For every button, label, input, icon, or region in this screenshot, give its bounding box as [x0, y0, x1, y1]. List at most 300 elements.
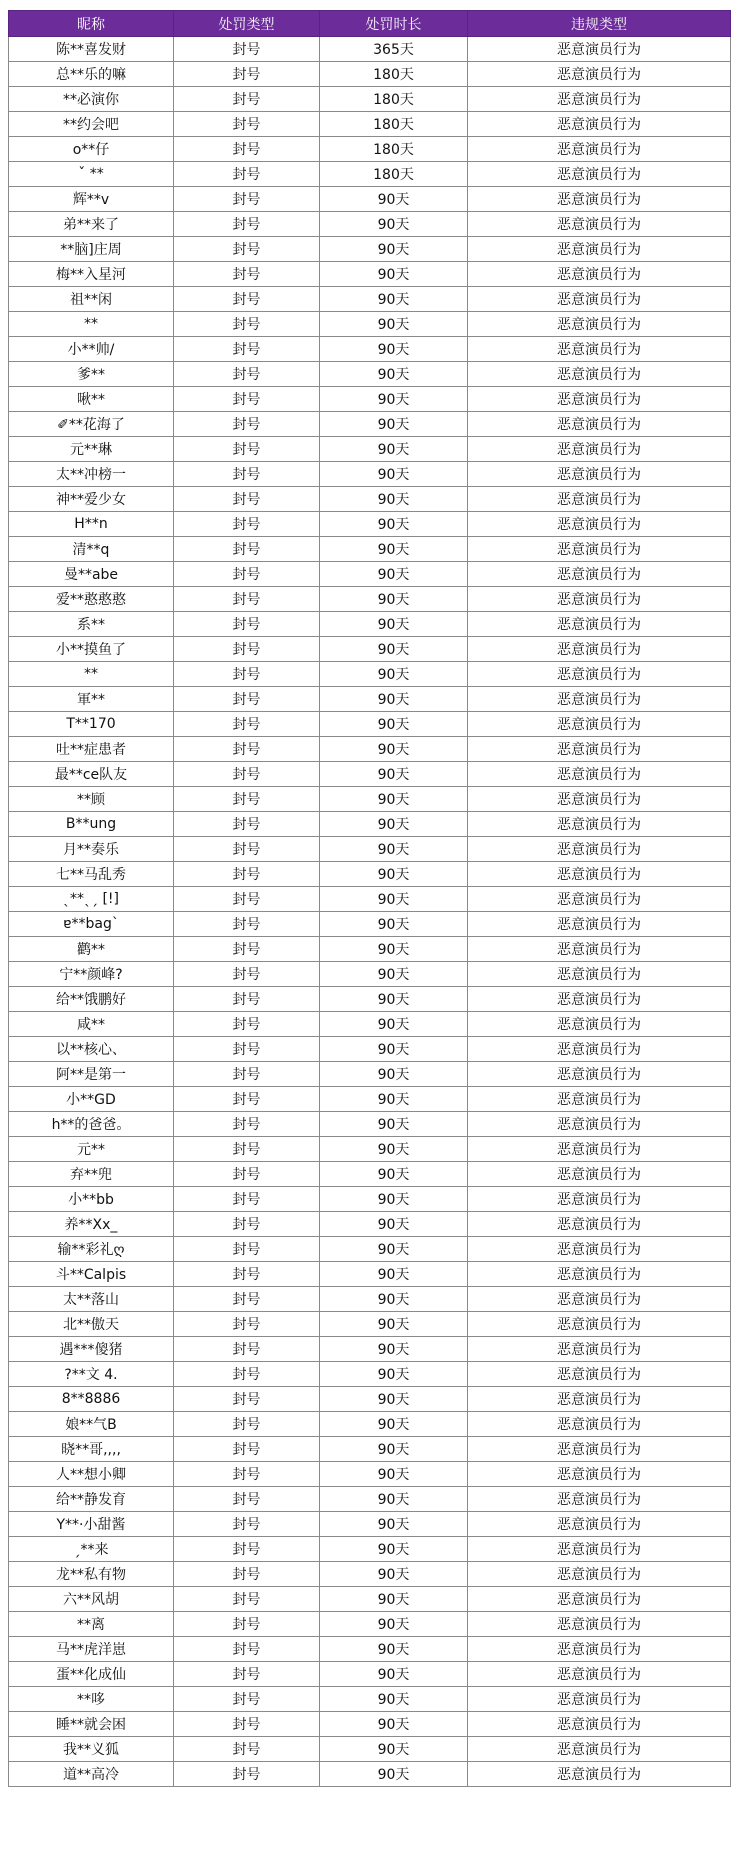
cell-nickname: 七**马乱秀 [9, 862, 174, 887]
cell-penalty-duration: 90天 [320, 1737, 468, 1762]
cell-nickname: 总**乐的嘛 [9, 62, 174, 87]
cell-penalty-duration: 90天 [320, 1437, 468, 1462]
cell-penalty-duration: 90天 [320, 1537, 468, 1562]
cell-nickname: 蛋**化成仙 [9, 1662, 174, 1687]
cell-nickname: **哆 [9, 1687, 174, 1712]
cell-penalty-duration: 90天 [320, 1287, 468, 1312]
cell-violation-type: 恶意演员行为 [468, 1762, 731, 1787]
cell-violation-type: 恶意演员行为 [468, 187, 731, 212]
cell-nickname: 睡**就会困 [9, 1712, 174, 1737]
cell-penalty-type: 封号 [174, 1387, 320, 1412]
cell-nickname: ˇ ** [9, 162, 174, 187]
cell-violation-type: 恶意演员行为 [468, 587, 731, 612]
table-row [9, 412, 731, 437]
cell-violation-type: 恶意演员行为 [468, 1712, 731, 1737]
cell-penalty-duration: 90天 [320, 212, 468, 237]
cell-penalty-type: 封号 [174, 1512, 320, 1537]
cell-penalty-duration: 90天 [320, 1362, 468, 1387]
cell-penalty-duration: 90天 [320, 937, 468, 962]
table-row [9, 1462, 731, 1487]
cell-penalty-duration: 90天 [320, 362, 468, 387]
cell-violation-type: 恶意演员行为 [468, 112, 731, 137]
cell-violation-type: 恶意演员行为 [468, 462, 731, 487]
table-row [9, 287, 731, 312]
cell-violation-type: 恶意演员行为 [468, 887, 731, 912]
cell-penalty-type: 封号 [174, 1112, 320, 1137]
cell-violation-type: 恶意演员行为 [468, 987, 731, 1012]
cell-violation-type: 恶意演员行为 [468, 962, 731, 987]
cell-penalty-duration: 90天 [320, 1512, 468, 1537]
cell-penalty-type: 封号 [174, 162, 320, 187]
cell-violation-type: 恶意演员行为 [468, 1287, 731, 1312]
cell-violation-type: 恶意演员行为 [468, 437, 731, 462]
cell-violation-type: 恶意演员行为 [468, 1437, 731, 1462]
table-row [9, 1237, 731, 1262]
table-row [9, 187, 731, 212]
cell-penalty-type: 封号 [174, 62, 320, 87]
cell-penalty-duration: 180天 [320, 162, 468, 187]
cell-penalty-type: 封号 [174, 1662, 320, 1687]
table-row [9, 1537, 731, 1562]
cell-violation-type: 恶意演员行为 [468, 87, 731, 112]
cell-penalty-duration: 90天 [320, 737, 468, 762]
table-row [9, 162, 731, 187]
header-penalty-type: 处罚类型 [174, 11, 320, 37]
cell-nickname: T**170 [9, 712, 174, 737]
cell-violation-type: 恶意演员行为 [468, 1462, 731, 1487]
table-row [9, 387, 731, 412]
cell-nickname: 以**核心、 [9, 1037, 174, 1062]
cell-nickname: ˎ**ˎˏ [!] [9, 887, 174, 912]
cell-nickname: **脑]庄周 [9, 237, 174, 262]
table-row [9, 1362, 731, 1387]
table-row [9, 37, 731, 62]
cell-penalty-type: 封号 [174, 1312, 320, 1337]
table-header [9, 11, 731, 37]
cell-violation-type: 恶意演员行为 [468, 862, 731, 887]
cell-penalty-duration: 180天 [320, 137, 468, 162]
cell-penalty-type: 封号 [174, 687, 320, 712]
cell-penalty-duration: 90天 [320, 187, 468, 212]
cell-nickname: **约会吧 [9, 112, 174, 137]
table-row [9, 1687, 731, 1712]
cell-nickname: ** [9, 662, 174, 687]
cell-nickname: 梅**入星河 [9, 262, 174, 287]
cell-penalty-duration: 90天 [320, 1487, 468, 1512]
cell-violation-type: 恶意演员行为 [468, 487, 731, 512]
table-row [9, 1562, 731, 1587]
cell-penalty-duration: 90天 [320, 1612, 468, 1637]
table-row [9, 1487, 731, 1512]
cell-penalty-duration: 365天 [320, 37, 468, 62]
cell-penalty-type: 封号 [174, 837, 320, 862]
cell-violation-type: 恶意演员行为 [468, 1387, 731, 1412]
cell-penalty-duration: 90天 [320, 1687, 468, 1712]
cell-penalty-duration: 90天 [320, 1087, 468, 1112]
cell-penalty-type: 封号 [174, 112, 320, 137]
cell-violation-type: 恶意演员行为 [468, 1737, 731, 1762]
table-row [9, 1712, 731, 1737]
cell-penalty-duration: 90天 [320, 487, 468, 512]
cell-penalty-duration: 90天 [320, 312, 468, 337]
table-row [9, 1662, 731, 1687]
table-row [9, 812, 731, 837]
cell-violation-type: 恶意演员行为 [468, 562, 731, 587]
table-row [9, 1287, 731, 1312]
cell-violation-type: 恶意演员行为 [468, 237, 731, 262]
table-row [9, 637, 731, 662]
cell-penalty-duration: 90天 [320, 512, 468, 537]
cell-nickname: 啾** [9, 387, 174, 412]
cell-penalty-type: 封号 [174, 212, 320, 237]
cell-nickname: 给**饿鹏好 [9, 987, 174, 1012]
cell-penalty-type: 封号 [174, 737, 320, 762]
cell-nickname: **顾 [9, 787, 174, 812]
cell-nickname: 月**奏乐 [9, 837, 174, 862]
cell-penalty-duration: 90天 [320, 237, 468, 262]
cell-violation-type: 恶意演员行为 [468, 1537, 731, 1562]
cell-nickname: 道**高冷 [9, 1762, 174, 1787]
table-row [9, 537, 731, 562]
cell-penalty-type: 封号 [174, 1337, 320, 1362]
cell-penalty-duration: 90天 [320, 562, 468, 587]
cell-penalty-type: 封号 [174, 1237, 320, 1262]
cell-violation-type: 恶意演员行为 [468, 337, 731, 362]
cell-violation-type: 恶意演员行为 [468, 1187, 731, 1212]
table-row [9, 1587, 731, 1612]
cell-penalty-type: 封号 [174, 1037, 320, 1062]
cell-violation-type: 恶意演员行为 [468, 1137, 731, 1162]
cell-violation-type: 恶意演员行为 [468, 737, 731, 762]
table-row [9, 787, 731, 812]
table-row [9, 212, 731, 237]
cell-penalty-type: 封号 [174, 1562, 320, 1587]
cell-penalty-duration: 90天 [320, 837, 468, 862]
table-row [9, 1437, 731, 1462]
table-row [9, 1187, 731, 1212]
cell-penalty-duration: 180天 [320, 62, 468, 87]
cell-nickname: 遇***傻猪 [9, 1337, 174, 1362]
cell-nickname: **离 [9, 1612, 174, 1637]
cell-penalty-type: 封号 [174, 587, 320, 612]
cell-penalty-type: 封号 [174, 187, 320, 212]
cell-penalty-type: 封号 [174, 137, 320, 162]
table-row [9, 1137, 731, 1162]
cell-violation-type: 恶意演员行为 [468, 1262, 731, 1287]
cell-penalty-type: 封号 [174, 412, 320, 437]
cell-penalty-type: 封号 [174, 1712, 320, 1737]
table-row [9, 312, 731, 337]
cell-violation-type: 恶意演员行为 [468, 1037, 731, 1062]
cell-violation-type: 恶意演员行为 [468, 1487, 731, 1512]
cell-penalty-duration: 90天 [320, 1262, 468, 1287]
cell-nickname: 爱**憨憨憨 [9, 587, 174, 612]
cell-nickname: 吐**症患者 [9, 737, 174, 762]
table-row [9, 62, 731, 87]
table-row [9, 1112, 731, 1137]
cell-violation-type: 恶意演员行为 [468, 1562, 731, 1587]
table-row [9, 912, 731, 937]
cell-nickname: 小**帅/ [9, 337, 174, 362]
table-row [9, 1012, 731, 1037]
cell-nickname: 陈**喜发财 [9, 37, 174, 62]
cell-nickname: H**n [9, 512, 174, 537]
table-row [9, 1737, 731, 1762]
cell-nickname: 晓**哥,,,, [9, 1437, 174, 1462]
cell-penalty-type: 封号 [174, 762, 320, 787]
cell-penalty-duration: 90天 [320, 1562, 468, 1587]
table-row [9, 1037, 731, 1062]
cell-penalty-type: 封号 [174, 912, 320, 937]
cell-nickname: ✐**花海了 [9, 412, 174, 437]
cell-violation-type: 恶意演员行为 [468, 912, 731, 937]
cell-penalty-type: 封号 [174, 1212, 320, 1237]
table-row [9, 937, 731, 962]
cell-penalty-type: 封号 [174, 262, 320, 287]
cell-penalty-type: 封号 [174, 362, 320, 387]
cell-nickname: 阿**是第一 [9, 1062, 174, 1087]
cell-nickname: ˏ**来 [9, 1537, 174, 1562]
table-row [9, 1337, 731, 1362]
cell-violation-type: 恶意演员行为 [468, 262, 731, 287]
cell-penalty-duration: 90天 [320, 287, 468, 312]
cell-penalty-type: 封号 [174, 637, 320, 662]
cell-penalty-type: 封号 [174, 1362, 320, 1387]
cell-penalty-type: 封号 [174, 812, 320, 837]
table-row [9, 237, 731, 262]
cell-nickname: 8**8886 [9, 1387, 174, 1412]
table-row [9, 987, 731, 1012]
cell-nickname: 弟**来了 [9, 212, 174, 237]
cell-penalty-type: 封号 [174, 562, 320, 587]
table-row [9, 662, 731, 687]
cell-penalty-type: 封号 [174, 612, 320, 637]
cell-violation-type: 恶意演员行为 [468, 537, 731, 562]
cell-nickname: 输**彩礼ღ [9, 1237, 174, 1262]
cell-penalty-type: 封号 [174, 1637, 320, 1662]
cell-penalty-duration: 90天 [320, 1162, 468, 1187]
cell-penalty-duration: 90天 [320, 662, 468, 687]
cell-violation-type: 恶意演员行为 [468, 1687, 731, 1712]
cell-penalty-duration: 90天 [320, 412, 468, 437]
penalty-table [8, 10, 731, 1787]
cell-penalty-duration: 90天 [320, 537, 468, 562]
cell-penalty-duration: 90天 [320, 587, 468, 612]
cell-penalty-duration: 90天 [320, 437, 468, 462]
cell-violation-type: 恶意演员行为 [468, 937, 731, 962]
cell-penalty-type: 封号 [174, 1437, 320, 1462]
cell-nickname: 弃**兜 [9, 1162, 174, 1187]
table-row [9, 87, 731, 112]
table-row [9, 612, 731, 637]
cell-penalty-type: 封号 [174, 1012, 320, 1037]
table-row [9, 487, 731, 512]
cell-penalty-duration: 90天 [320, 862, 468, 887]
table-row [9, 137, 731, 162]
table-row [9, 512, 731, 537]
table-row [9, 1387, 731, 1412]
cell-penalty-type: 封号 [174, 1762, 320, 1787]
cell-violation-type: 恶意演员行为 [468, 1162, 731, 1187]
table-row [9, 1062, 731, 1087]
cell-penalty-duration: 90天 [320, 1462, 468, 1487]
cell-nickname: **必演你 [9, 87, 174, 112]
cell-penalty-duration: 90天 [320, 787, 468, 812]
cell-violation-type: 恶意演员行为 [468, 1637, 731, 1662]
cell-penalty-duration: 90天 [320, 337, 468, 362]
cell-penalty-duration: 90天 [320, 712, 468, 737]
cell-penalty-duration: 90天 [320, 1187, 468, 1212]
cell-nickname: 爹** [9, 362, 174, 387]
header-penalty-duration: 处罚时长 [320, 11, 468, 37]
cell-penalty-type: 封号 [174, 862, 320, 887]
cell-penalty-duration: 90天 [320, 1037, 468, 1062]
cell-penalty-type: 封号 [174, 437, 320, 462]
cell-penalty-duration: 90天 [320, 887, 468, 912]
cell-nickname: 祖**闲 [9, 287, 174, 312]
penalty-table-container [8, 10, 730, 1787]
cell-penalty-type: 封号 [174, 1412, 320, 1437]
cell-nickname: 斗**Calpis [9, 1262, 174, 1287]
cell-penalty-type: 封号 [174, 237, 320, 262]
cell-violation-type: 恶意演员行为 [468, 362, 731, 387]
cell-penalty-duration: 90天 [320, 962, 468, 987]
cell-penalty-duration: 90天 [320, 1337, 468, 1362]
table-row [9, 1262, 731, 1287]
cell-penalty-duration: 90天 [320, 1412, 468, 1437]
table-row [9, 1087, 731, 1112]
cell-violation-type: 恶意演员行为 [468, 1012, 731, 1037]
cell-penalty-duration: 90天 [320, 1012, 468, 1037]
cell-penalty-type: 封号 [174, 1587, 320, 1612]
cell-violation-type: 恶意演员行为 [468, 1662, 731, 1687]
cell-penalty-duration: 90天 [320, 1662, 468, 1687]
cell-penalty-duration: 90天 [320, 1112, 468, 1137]
cell-nickname: 小**bb [9, 1187, 174, 1212]
table-row [9, 362, 731, 387]
cell-penalty-duration: 90天 [320, 912, 468, 937]
table-row [9, 1612, 731, 1637]
cell-nickname: o**仔 [9, 137, 174, 162]
cell-nickname: 我**义狐 [9, 1737, 174, 1762]
cell-nickname: 六**风胡 [9, 1587, 174, 1612]
cell-penalty-type: 封号 [174, 1612, 320, 1637]
cell-penalty-type: 封号 [174, 287, 320, 312]
table-row [9, 1312, 731, 1337]
cell-nickname: h**的爸爸。 [9, 1112, 174, 1137]
cell-penalty-type: 封号 [174, 462, 320, 487]
cell-violation-type: 恶意演员行为 [468, 1112, 731, 1137]
cell-penalty-type: 封号 [174, 487, 320, 512]
cell-nickname: 清**q [9, 537, 174, 562]
cell-penalty-duration: 90天 [320, 1712, 468, 1737]
cell-penalty-type: 封号 [174, 37, 320, 62]
cell-nickname: 太**落山 [9, 1287, 174, 1312]
cell-penalty-duration: 90天 [320, 462, 468, 487]
cell-nickname: 太**冲榜一 [9, 462, 174, 487]
cell-violation-type: 恶意演员行为 [468, 712, 731, 737]
cell-nickname: 辉**v [9, 187, 174, 212]
cell-penalty-type: 封号 [174, 1487, 320, 1512]
table-row [9, 887, 731, 912]
cell-penalty-type: 封号 [174, 1137, 320, 1162]
table-row [9, 587, 731, 612]
cell-penalty-type: 封号 [174, 1162, 320, 1187]
cell-penalty-type: 封号 [174, 887, 320, 912]
cell-penalty-type: 封号 [174, 387, 320, 412]
table-row [9, 1412, 731, 1437]
cell-nickname: ?**文 4. [9, 1362, 174, 1387]
cell-nickname: B**ung [9, 812, 174, 837]
cell-violation-type: 恶意演员行为 [468, 612, 731, 637]
cell-penalty-duration: 90天 [320, 1212, 468, 1237]
table-row [9, 962, 731, 987]
cell-violation-type: 恶意演员行为 [468, 1337, 731, 1362]
cell-nickname: 咸** [9, 1012, 174, 1037]
cell-nickname: 娘**气B [9, 1412, 174, 1437]
table-row [9, 712, 731, 737]
cell-nickname: 养**Xx_ [9, 1212, 174, 1237]
table-row [9, 562, 731, 587]
table-row [9, 1162, 731, 1187]
table-row [9, 1212, 731, 1237]
table-row [9, 862, 731, 887]
cell-nickname: 给**静发育 [9, 1487, 174, 1512]
cell-penalty-duration: 90天 [320, 1587, 468, 1612]
table-row [9, 112, 731, 137]
cell-violation-type: 恶意演员行为 [468, 1612, 731, 1637]
cell-nickname: ** [9, 312, 174, 337]
cell-violation-type: 恶意演员行为 [468, 312, 731, 337]
table-row [9, 1762, 731, 1787]
cell-nickname: 軍** [9, 687, 174, 712]
table-row [9, 1637, 731, 1662]
cell-violation-type: 恶意演员行为 [468, 287, 731, 312]
cell-nickname: Y**·小甜酱 [9, 1512, 174, 1537]
cell-violation-type: 恶意演员行为 [468, 837, 731, 862]
cell-penalty-duration: 90天 [320, 612, 468, 637]
cell-violation-type: 恶意演员行为 [468, 137, 731, 162]
cell-nickname: 龙**私有物 [9, 1562, 174, 1587]
cell-violation-type: 恶意演员行为 [468, 1087, 731, 1112]
cell-penalty-duration: 90天 [320, 1312, 468, 1337]
cell-penalty-type: 封号 [174, 712, 320, 737]
cell-violation-type: 恶意演员行为 [468, 1512, 731, 1537]
cell-violation-type: 恶意演员行为 [468, 1362, 731, 1387]
cell-violation-type: 恶意演员行为 [468, 412, 731, 437]
cell-nickname: 元** [9, 1137, 174, 1162]
cell-violation-type: 恶意演员行为 [468, 1412, 731, 1437]
cell-penalty-duration: 90天 [320, 1137, 468, 1162]
cell-penalty-type: 封号 [174, 1062, 320, 1087]
cell-nickname: 小**GD [9, 1087, 174, 1112]
cell-violation-type: 恶意演员行为 [468, 1587, 731, 1612]
table-row [9, 687, 731, 712]
table-body [9, 37, 731, 1787]
table-row [9, 1512, 731, 1537]
table-row [9, 437, 731, 462]
cell-penalty-duration: 90天 [320, 762, 468, 787]
cell-nickname: 曼**abe [9, 562, 174, 587]
cell-violation-type: 恶意演员行为 [468, 512, 731, 537]
cell-nickname: 元**琳 [9, 437, 174, 462]
cell-penalty-duration: 90天 [320, 387, 468, 412]
cell-violation-type: 恶意演员行为 [468, 62, 731, 87]
cell-penalty-type: 封号 [174, 987, 320, 1012]
cell-penalty-duration: 90天 [320, 687, 468, 712]
table-row [9, 262, 731, 287]
cell-violation-type: 恶意演员行为 [468, 212, 731, 237]
